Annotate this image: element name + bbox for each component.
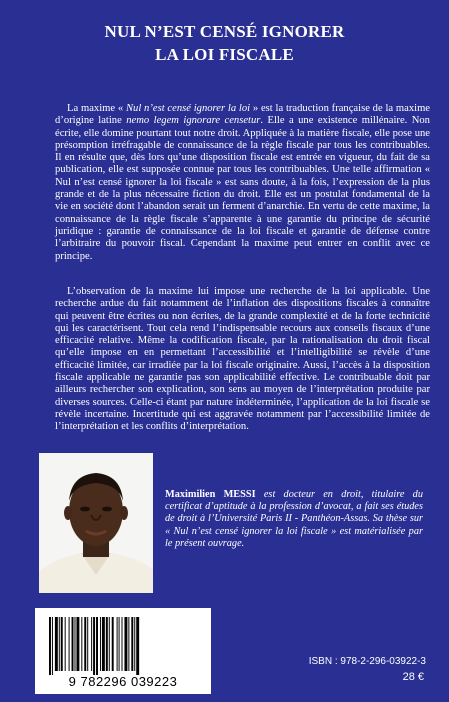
barcode-bar bbox=[84, 617, 86, 671]
barcode-bar bbox=[109, 617, 110, 671]
barcode-bar bbox=[100, 617, 101, 671]
isbn-number: ISBN : 978-2-296-03922-3 bbox=[308, 656, 426, 667]
price-label: 28 € bbox=[402, 671, 424, 683]
barcode-bar bbox=[72, 617, 74, 671]
author-bio-part-2: » est matérialisée par le présent ouvrage. bbox=[165, 525, 423, 549]
p1-latin-maxim: nemo legem ignorare censetur bbox=[126, 115, 261, 127]
p2-text: L’observation de la maxime lui impose une recherche de la loi applicable. Une recherche ardue du fait notamment de l’inflation des dispositions fiscales à connaître qui peuvent être écrites ou non écrites, de la grande complexité et de la forte technicité qui les caractérisent. Tout cela rend l’indispensable recours aux conseils fiscaux d’une efficacité relative. Même la codification fiscale, par la rationalisation du droit fiscal qu’elle impose en en permettant l’accessibilité et l’intelligibilité se révèle d’une efficacité limitée, car irradiée par la loi fiscale originaire. Aussi, l’accès à la disposition fiscale applicable ne garantie pas son applicabilité effective. Le contribuable doit par ailleurs rechercher son explication, son sens au moyen de l’interprétation produite par diverses sources. Celle-ci étant par nature indéterminée, l’application de la loi fiscale se révèle incertaine. Incertitude qui est aggravée notamment par l’accessibilité limitée de l’interprétation et les conflits d’interprétation. bbox=[55, 286, 430, 433]
barcode-bar bbox=[59, 617, 60, 671]
title-line-2: LA LOI FISCALE bbox=[155, 45, 294, 64]
barcode-bar bbox=[65, 617, 66, 671]
barcode-bar bbox=[119, 617, 120, 671]
barcode-image bbox=[47, 617, 199, 675]
barcode-bar bbox=[52, 617, 53, 675]
author-thesis-title: Nul n’est censé ignorer la loi fiscale bbox=[173, 525, 328, 537]
barcode-bar bbox=[128, 617, 129, 671]
barcode-box bbox=[35, 608, 211, 694]
barcode-bar bbox=[81, 617, 82, 671]
barcode-bar bbox=[49, 617, 51, 675]
author-portrait-image bbox=[39, 453, 153, 593]
barcode-bar bbox=[106, 617, 108, 671]
barcode-bar bbox=[102, 617, 105, 671]
barcode-bar bbox=[134, 617, 135, 671]
author-name: Maximilien MESSI bbox=[165, 489, 256, 500]
author-bio bbox=[165, 489, 423, 550]
barcode-bar bbox=[117, 617, 118, 671]
summary-paragraph-2 bbox=[55, 286, 430, 434]
barcode-bar bbox=[96, 617, 98, 675]
title-line-1: NUL N’EST CENSÉ IGNORER bbox=[104, 22, 345, 41]
p1-part-3: . Elle a une existence millénaire. Non écrite, elle domine pourtant tout notre droit. Appliquée à la matière fiscale, elle pose une présomption irréfragable de connaissance de la règle fiscale par tous les contribuables. Il en résulte que, dès lors qu’une disposition fiscale est entrée en vigueur, du fait de sa publication, elle est supposée connue par tous les contribuables. Une telle affirmation « Nul n’est censé ignorer la loi fiscale » est sans doute, à la fois, l’expression de la plus grande et de la plus nécessaire fiction du droit. Elle est un postulat fondamental de la vie en société dont l’abandon serait un ferment d’anarchie. En vertu de cette maxime, la connaissance de la règle fiscale s’apparente à une garantie du principe de sécurité juridique : garantie de connaissance de la loi fiscale et garantie de défense contre l’arbitraire du pouvoir fiscal. Cependant la maxime peut entrer en conflit avec ce principe. bbox=[55, 115, 430, 262]
barcode-bar bbox=[61, 617, 63, 671]
barcode-bar bbox=[74, 617, 75, 671]
barcode-bar bbox=[136, 617, 139, 675]
barcode-bar bbox=[87, 617, 88, 671]
barcode-bar bbox=[122, 617, 123, 671]
barcode-bar bbox=[69, 617, 70, 671]
book-title bbox=[0, 20, 449, 66]
p1-maxim: Nul n’est censé ignorer la loi bbox=[125, 103, 251, 114]
barcode-bar bbox=[91, 617, 92, 671]
barcode-bar bbox=[124, 617, 127, 671]
barcode-bar bbox=[131, 617, 133, 671]
p1-part-2: » est la traduction française de la maxime d’origine latine bbox=[55, 103, 431, 127]
author-bio-part-1: est docteur en droit, titulaire du certificat d’aptitude à la profession d’avocat, a fait ses études de droit à l’Université Paris II - Panthéon-Assas. Sa thèse sur « bbox=[165, 489, 423, 537]
summary-paragraph-1 bbox=[55, 103, 430, 263]
barcode-number: 9 782296 039223 bbox=[68, 674, 178, 689]
barcode-bar bbox=[76, 617, 79, 671]
author-photo bbox=[39, 453, 153, 593]
barcode-bar bbox=[93, 617, 95, 675]
barcode-bar bbox=[55, 617, 58, 671]
barcode-bar bbox=[112, 617, 114, 671]
p1-part-1: La maxime « bbox=[67, 103, 126, 114]
